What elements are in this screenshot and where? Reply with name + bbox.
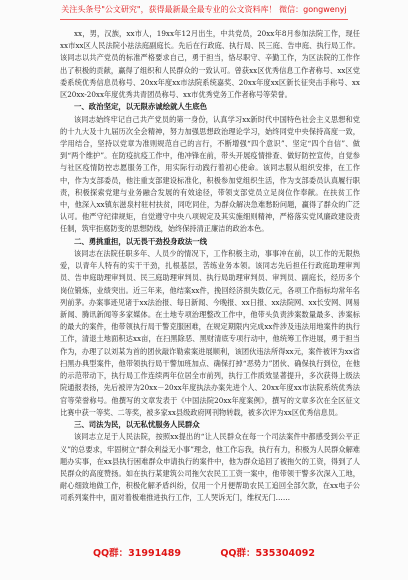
section-heading: 二、勇挑重担，以无畏干劲投身政法一线 <box>74 236 208 246</box>
page-footer <box>0 545 408 559</box>
body-paragraph: 该同志立足于人民法院，按照xx提出的“让人民群众在每一个司法案件中都感受到公平正义”的总要求，牢固树立“群众利益无小事”理念，他工作忘我，执行有力，积极为人民群众解难题办实事，在xx县执行困难群众申请执行的案件中，他为群众追回了被拖欠的工资，得到了人民群众的高度赞扬。如在执行某建筑公司拖欠农民工工资一案中，他带领干警多次深入工地，耐心细致地做工作，积极化解矛盾纠纷，仅用一个月便帮助农民工追回全部欠款，在xx电子公司系列案件中，面对着极难推进执行工作，工人哭诉无门，维权无门…… <box>60 432 360 503</box>
document-body <box>60 28 360 505</box>
body-paragraph: 该同志在法院任职多年、人员少的情况下，工作积极主动，事事冲在前，以工作的无限热爱，以青年人特有的实干干劲，扎根基层，苦练业务本领。该同志先后担任行政庭助理审判员、告申庭助理审判员、民三庭助理审判员、执行局助理审判员、审判员、副庭长，经历多个岗位锻炼，业绩突出。近三年来，他结案xx件，挽回经济损失数亿元，各项工作指标均常年名列前茅。办案事迹见诸于xx法治报、每日新闻、今晚报、xx日报、xx法院网、xx长安网、网易新闻、腾讯新闻等多家媒体。在土地专项治理整改工作中，他带头负责涉案数量最多、涉案标的最大的案件，他带领执行局干警克服困难，在规定期限内完成xx件涉及违法用地案件的执行工作，清退土地面积达xx亩，在扫黑除恶、黑财清底专项行动中，他统筹工作进展，勇于担当作为，办理了以刘某为首的团伙敲诈勒索案进展顺利，该团伙违法所得xx元，案件被评为xx省扫黑办典型案件，他带领执行局干警加班加点、确保打掉“恶势力”团伙、确保执行到位，在他的示范带动下，执行局工作连续两年位居全市前列，执行工作质效显著提升，多次获得上级法院通报表扬，先后被评为20xx－20xx年度执法办案先进个人、20xx年度xx市法院系统优秀法官等荣誉称号。他撰写的文章发表于《中国法院20xx年度案例》，撰写的文章多次在全区征文比赛中获一等奖、二等奖，被多家xx县级政府网刊物转载，被多次评为xx区优秀信息员。 <box>60 249 360 417</box>
body-paragraph: 该同志始终牢记自己共产党员的第一身份，认真学习xx新时代中国特色社会主义思想和党的十九大及十九届历次全会精神，努力加强思想政治理论学习，始终同党中央保持高度一致，学用结合，坚持以党章为准则规范自己的言行，不断增强“四个意识”、坚定“四个自信”、做到“两个维护”。在防疫抗疫工作中，他冲锋在前，带头开展疫情排查、做好防控宣传，自觉参与社区疫情防控志愿服务工作，用实际行动践行着初心使命。该同志服从组织安排，在工作中，作为支部委员，他注重支部建设标准化，积极参加党组织生活，作为支部委员认真履行职责，积极探索党建与业务融合发展的有效途径，带领支部党员立足岗位作奉献。在扶贫工作中，他深入xx镇东滋泉村驻村扶贫，同吃同住，为群众解决急难愁盼问题，赢得了群众的广泛认可。他严守纪律规矩，自觉遵守中央八项规定及其实施细则精神，严格落实党风廉政建设责任制，筑牢拒腐防变的思想防线，始终保持清正廉洁的政治本色。 <box>60 114 360 234</box>
footer-qq-group-2: QQ群：535304092 <box>220 548 315 559</box>
header-divider <box>60 19 348 20</box>
section-heading: 三、司法为民，以无私忧服务人民群众 <box>74 419 200 429</box>
footer-qq-group-1: QQ群：31991489 <box>92 548 182 559</box>
section-heading: 一、政治坚定，以无限赤诚绘就人生底色 <box>74 102 208 112</box>
page-header: 关注头条号"公文研究"，获得最新最全最专业的公文资料库！ 微信：gongwenyj <box>61 5 347 14</box>
body-paragraph: xx，男，汉族，xx市人，19xx年12月出生，中共党员，20xx年8月参加法院工作，现任xx市xx区人民法院小祛法庭副庭长。先后在行政庭、执行局、民三庭、告申庭、执行局工作。该同志以共产党员的标准严格要求自己，勇于担当，恪尽职守、辛勤工作，为区法院的工作作出了积极的贡献，赢得了组织和人民群众的一致认可。曾获xx区优秀信息工作者称号、xx区党委系统优秀信息员称号、20xx年度xx市法院系统嘉奖、20xx年度xx区新长征突击手称号、xx区20xx-20xx年度优秀共青团员称号、xx市优秀党务工作者称号等荣誉。 <box>60 29 360 100</box>
